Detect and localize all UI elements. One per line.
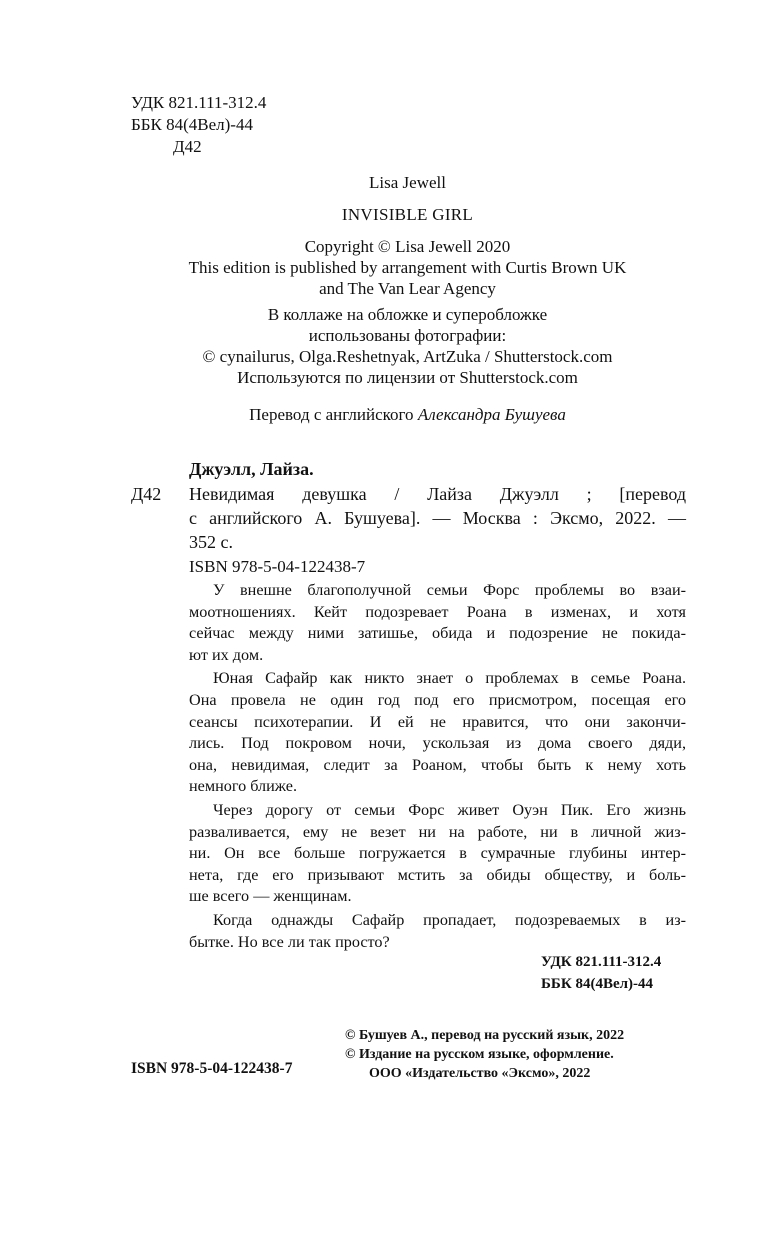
annotation-line: она, невидимая, следит за Роаном, чтобы быть к нему хоть [189,755,686,774]
catalog-isbn: ISBN 978-5-04-122438-7 [189,557,366,576]
bbk-code: ББК 84(4Вел)-44 [131,115,253,134]
translation-prefix: Перевод с английского [249,405,418,424]
copyright-line: Copyright © Lisa Jewell 2020 [304,237,511,256]
catalog-desc-line: 352 с. [189,532,233,552]
credit-line: © Бушуев А., перевод на русский язык, 2022 [345,1028,625,1043]
translation-credit [0,404,768,426]
catalog-desc-line: с английского А. Бушуева]. — Москва : Эксмо, 2022. — [189,508,686,528]
annotation-line: немного ближе. [189,777,298,796]
annotation-line: Она провела не один год под его присмотром, посещая его [189,690,686,709]
annotation-line: сейчас между ними затишье, обида и подозрение не покида- [189,624,686,643]
annotation-line: Когда однажды Сафайр пропадает, подозреваемых в из- [213,910,686,929]
annotation-line: нета, где его призывают мстить за обиды обществу, и боль- [189,865,686,884]
original-author: Lisa Jewell [369,173,446,192]
udk-code-bottom: УДК 821.111-312.4 [541,954,662,970]
copyright-line: and The Van Lear Agency [319,279,496,298]
annotation-paragraph [189,910,686,953]
annotation-paragraph [189,668,686,798]
annotation-line: Юная Сафайр как никто знает о проблемах в семье Роана. [213,669,686,688]
annotation-paragraph [189,580,686,666]
annotation-line: моотношениях. Кейт подозревает Роана в изменах, и хотя [189,602,686,621]
annotation-line: ше всего — женщинам. [189,887,352,906]
isbn-bottom: ISBN 978-5-04-122438-7 [131,1060,293,1077]
annotation-line: разваливается, ему не везет ни на работе, ни в личной жиз- [189,822,686,841]
annotation-line: ни. Он все больше погружается в сумрачные глубины интер- [189,844,686,863]
cover-credit-line: использованы фотографии: [308,326,507,345]
udk-code: УДК 821.111-312.4 [131,93,267,112]
cover-credits [0,304,768,388]
publisher-credits [345,1026,624,1083]
copyright-line: This edition is published by arrangement with Curtis Brown UK [188,258,627,277]
cover-credit-line: В коллаже на обложке и суперобложке [267,305,548,324]
catalog-description [189,482,686,554]
bottom-classification-codes [541,951,661,995]
cover-credit-line: © cynailurus, Olga.Reshetnyak, ArtZuka / Shutterstock.com [202,347,613,366]
bbk-code-bottom: ББК 84(4Вел)-44 [541,976,654,992]
original-title: INVISIBLE GIRL [341,205,474,224]
author-mark: Д42 [173,137,202,156]
catalog-desc-line: Невидимая девушка / Лайза Джуэлл ; [перевод [189,484,686,504]
copyright-notice [0,236,768,299]
annotation [189,580,686,953]
annotation-line: Через дорогу от семьи Форс живет Оуэн Пик. Его жизнь [213,800,686,819]
credit-line: ООО «Издательство «Эксмо», 2022 [369,1066,591,1081]
annotation-line: У внешне благополучной семьи Форс проблемы во взаи- [213,581,686,599]
translator-name: Александра Бушуева [417,405,566,424]
credit-line: © Издание на русском языке, оформление. [345,1047,614,1062]
catalog-code: Д42 [131,484,162,504]
annotation-line: бытке. Но все ли так просто? [189,932,390,951]
annotation-line: сеансы психотерапии. И ей не нравится, что они закончи- [189,712,686,731]
annotation-paragraph [189,800,686,908]
top-classification-codes [131,92,266,158]
annotation-line: ют их дом. [189,645,264,664]
catalog-author: Джуэлл, Лайза. [189,459,314,479]
cover-credit-line: Используются по лицензии от Shutterstock.com [237,368,578,387]
annotation-line: лись. Под покровом ночи, ускользая из дома своего дяди, [189,734,686,753]
